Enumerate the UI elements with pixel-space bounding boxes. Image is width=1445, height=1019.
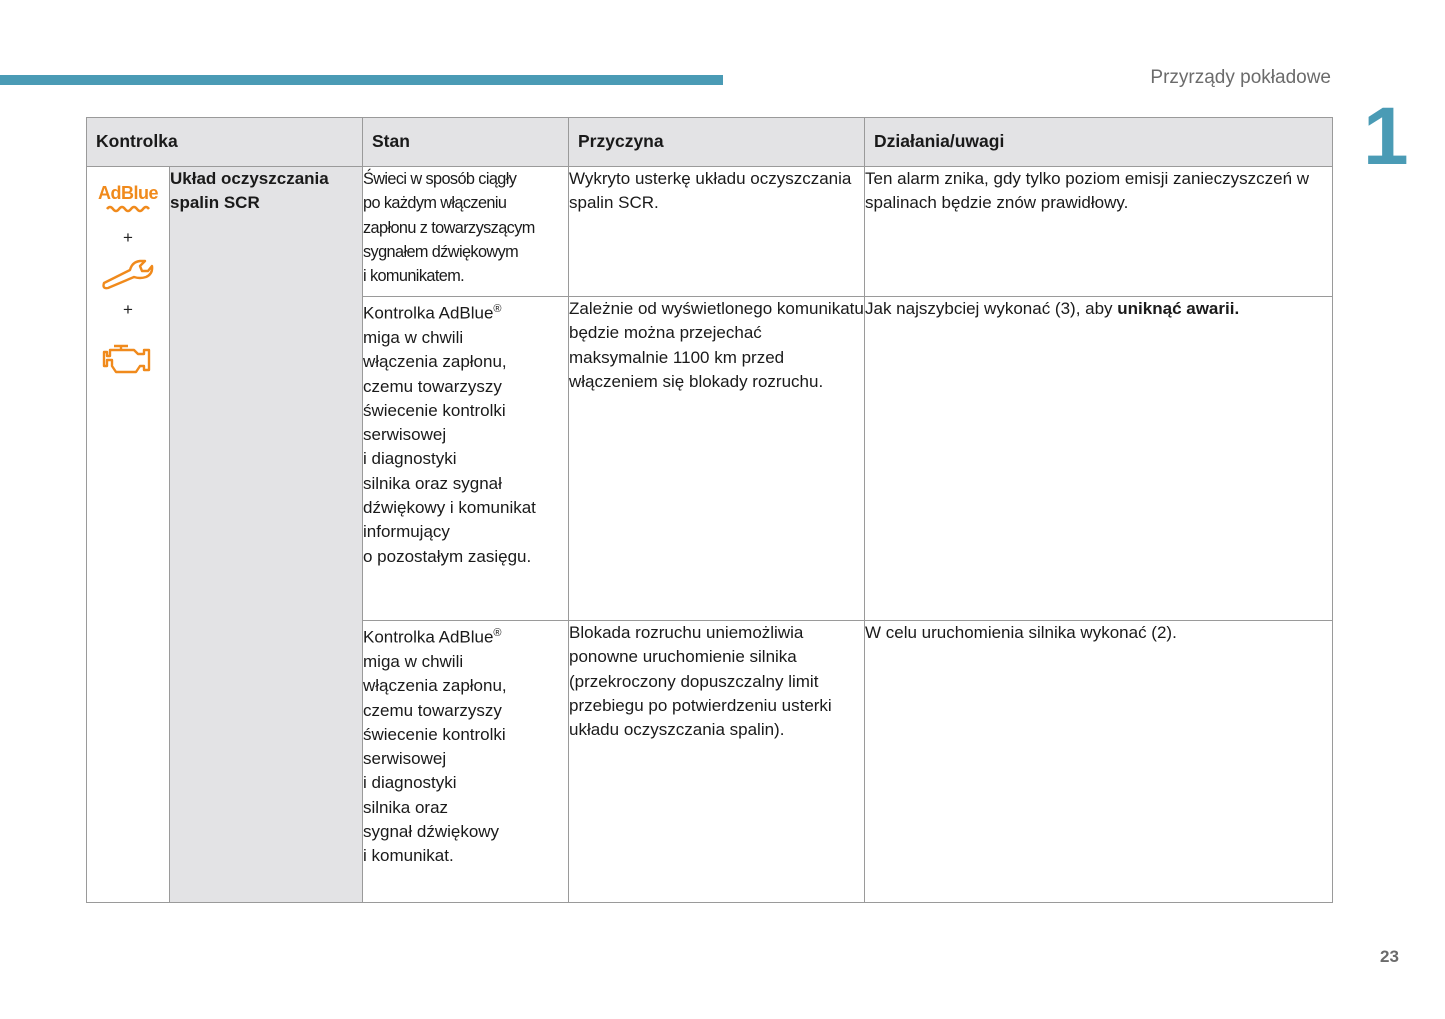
- stan-line: włączenia zapłonu,: [363, 352, 507, 372]
- stan-first-text: Kontrolka AdBlue: [363, 303, 494, 323]
- przyczyna-cell: Wykryto usterkę układu oczyszczania spalin SCR.: [569, 167, 865, 297]
- icons-cell: [87, 167, 170, 903]
- stan-line: i komunikatem.: [363, 267, 465, 286]
- header-stan: Stan: [363, 118, 569, 167]
- registered-mark: ®: [493, 627, 502, 639]
- dzialania-text: Jak najszybciej wykonać (3), aby: [865, 299, 1118, 318]
- stan-line: Świeci w sposób ciągły: [363, 170, 517, 188]
- stan-line: silnika oraz sygnał: [363, 473, 502, 493]
- plus-sign: +: [123, 228, 133, 247]
- adblue-wave-icon: [105, 204, 151, 214]
- stan-line: dźwiękowy i komunikat: [363, 498, 536, 518]
- header-przyczyna: Przyczyna: [569, 118, 865, 167]
- header-accent-bar: [0, 75, 723, 85]
- stan-line: sygnał dźwiękowy: [363, 822, 500, 842]
- system-name-cell: Układ oczyszczania spalin SCR: [170, 167, 363, 903]
- stan-line: zapłonu z towarzyszącym: [363, 218, 535, 237]
- section-title: Przyrządy pokładowe: [1150, 67, 1331, 88]
- dzialania-cell: Ten alarm znika, gdy tylko poziom emisji zanieczyszczeń w spalinach będzie znów prawidłowy.: [865, 167, 1333, 297]
- stan-line: sygnałem dźwiękowym: [363, 242, 519, 261]
- adblue-icon: [87, 183, 169, 214]
- stan-cell: [363, 621, 569, 903]
- registered-mark: ®: [493, 303, 502, 315]
- stan-line: czemu towarzyszy: [363, 376, 502, 396]
- warning-lights-table: [86, 117, 1333, 903]
- stan-line: [363, 297, 568, 326]
- header-kontrolka: Kontrolka: [87, 118, 363, 167]
- stan-line: silnika oraz: [363, 797, 449, 817]
- dzialania-cell: [865, 297, 1333, 621]
- stan-line: po każdym włączeniu: [363, 194, 507, 213]
- header-dzialania: Działania/uwagi: [865, 118, 1333, 167]
- stan-line: miga w chwili: [363, 327, 464, 347]
- stan-line: świecenie kontrolki: [363, 400, 506, 420]
- dzialania-cell: W celu uruchomienia silnika wykonać (2).: [865, 621, 1333, 903]
- engine-check-icon: [102, 338, 154, 378]
- table-row: [87, 167, 1333, 297]
- stan-line: świecenie kontrolki: [363, 724, 506, 744]
- stan-line: włączenia zapłonu,: [363, 676, 507, 696]
- przyczyna-cell: Blokada rozruchu uniemożliwia ponowne uruchomienie silnika (przekroczony dopuszczalny limit przebiegu po potwierdzeniu usterki układu oczyszczania spalin).: [569, 621, 865, 903]
- plus-sign: +: [123, 300, 133, 319]
- page-number: 23: [1380, 947, 1399, 966]
- wrench-icon: [100, 256, 156, 290]
- stan-line: i diagnostyki: [363, 449, 457, 469]
- stan-line: miga w chwili: [363, 651, 464, 671]
- stan-line: serwisowej: [363, 425, 447, 445]
- stan-cell: [363, 297, 569, 621]
- stan-cell: [363, 167, 569, 297]
- stan-line: czemu towarzyszy: [363, 700, 502, 720]
- stan-line: o pozostałym zasięgu.: [363, 546, 532, 566]
- stan-line: [363, 621, 568, 650]
- stan-line: serwisowej: [363, 749, 447, 769]
- table-header-row: [87, 118, 1333, 167]
- przyczyna-cell: Zależnie od wyświetlonego komunikatu będzie można przejechać maksymalnie 1100 km przed włączeniem się blokady rozruchu.: [569, 297, 865, 621]
- stan-line: informujący: [363, 522, 450, 542]
- adblue-icon-label: AdBlue: [98, 183, 158, 203]
- stan-line: i komunikat.: [363, 846, 454, 866]
- chapter-number: 1: [1363, 91, 1409, 182]
- stan-line: i diagnostyki: [363, 773, 457, 793]
- dzialania-emphasis: uniknąć awarii.: [1117, 299, 1240, 318]
- stan-first-text: Kontrolka AdBlue: [363, 627, 494, 647]
